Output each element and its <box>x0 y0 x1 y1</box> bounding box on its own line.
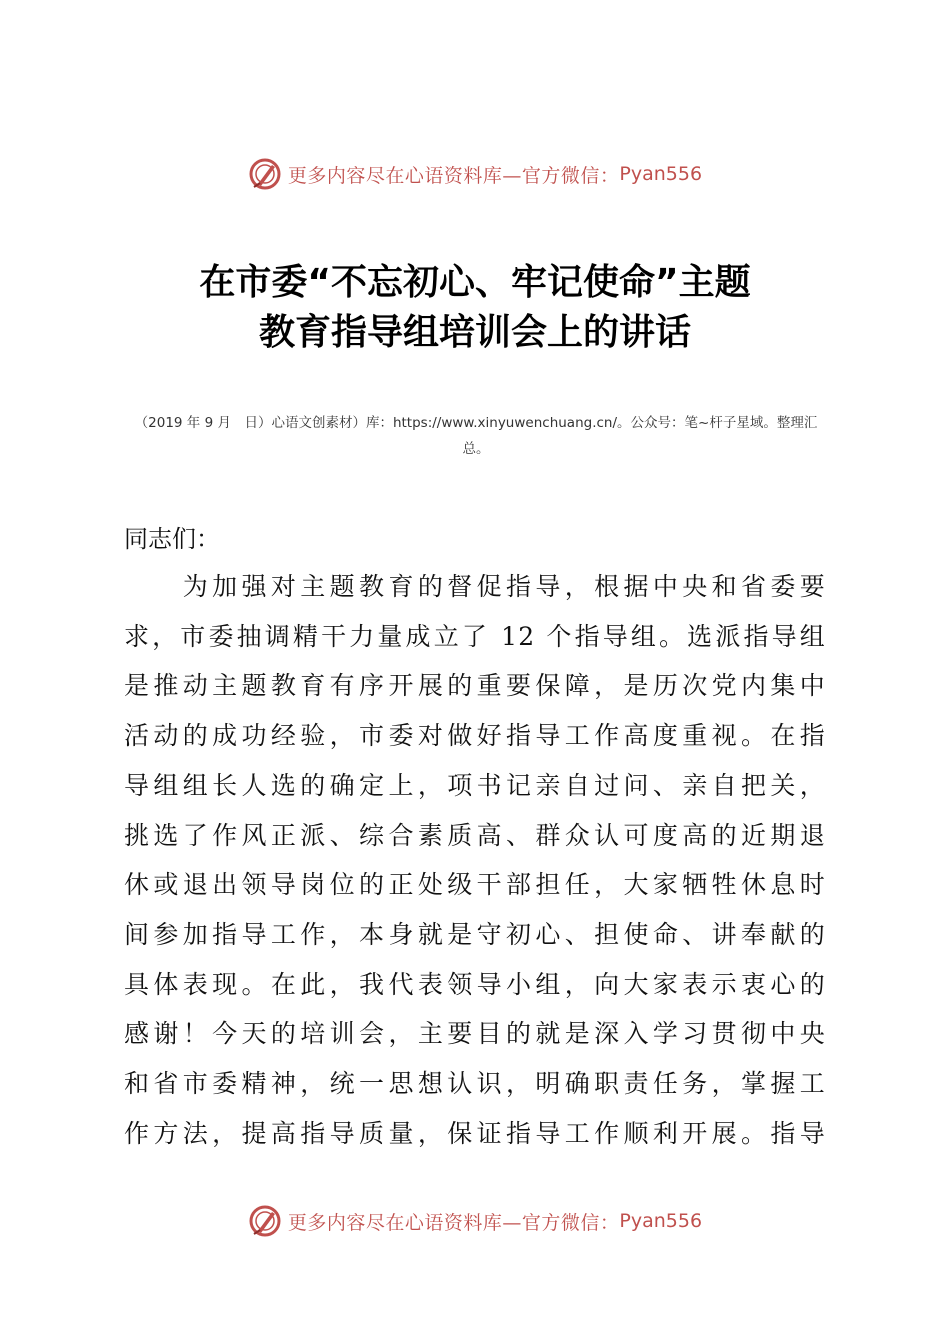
page-title <box>0 258 950 358</box>
body-line: 间参加指导工作，本身就是守初心、担使命、讲奉献的 <box>124 919 826 949</box>
header-watermark-banner <box>0 154 950 194</box>
footer-watermark-banner <box>0 1201 950 1241</box>
pen-logo-icon <box>248 1204 282 1238</box>
banner-text: 更多内容尽在心语资料库—官方微信： <box>287 1211 620 1234</box>
banner-wechat-id: Pyan556 <box>619 163 703 185</box>
body-line: 休或退出领导岗位的正处级干部担任，大家牺牲休息时 <box>124 870 826 900</box>
body-line: 作方法，提高指导质量，保证指导工作顺利开展。指导 <box>124 1118 826 1148</box>
body-line: 挑选了作风正派、综合素质高、群众认可度高的近期退 <box>124 820 826 850</box>
title-line-2: 教育指导组培训会上的讲话 <box>258 312 691 353</box>
body-paragraph <box>124 562 826 1158</box>
pen-logo-icon <box>248 157 282 191</box>
body-line: 感谢！今天的培训会，主要目的就是深入学习贯彻中央 <box>124 1019 826 1049</box>
title-line-1: 在市委“不忘初心、牢记使命”主题 <box>199 262 751 303</box>
body-line: 求，市委抽调精干力量成立了 12 个指导组。选派指导组 <box>124 621 826 651</box>
body-line: 活动的成功经验，市委对做好指导工作高度重视。在指 <box>124 721 826 751</box>
banner-text: 更多内容尽在心语资料库—官方微信： <box>287 164 620 187</box>
source-note: （2019 年 9 月 日）心语文创素材）库：https://www.xinyuwenchuang.cn/。公众号：笔~杆子星域。整理汇总。 <box>134 415 818 457</box>
body-line: 是推动主题教育有序开展的重要保障，是历次党内集中 <box>124 671 826 701</box>
body-line: 导组组长人选的确定上，项书记亲自过问、亲自把关， <box>124 770 826 800</box>
body-line: 和省市委精神，统一思想认识，明确职责任务，掌握工 <box>124 1069 826 1099</box>
salutation: 同志们： <box>124 525 220 553</box>
banner-wechat-id: Pyan556 <box>619 1210 703 1232</box>
body-line: 具体表现。在此，我代表领导小组，向大家表示衷心的 <box>124 969 826 999</box>
body-line: 为加强对主题教育的督促指导，根据中央和省委要 <box>124 572 826 601</box>
